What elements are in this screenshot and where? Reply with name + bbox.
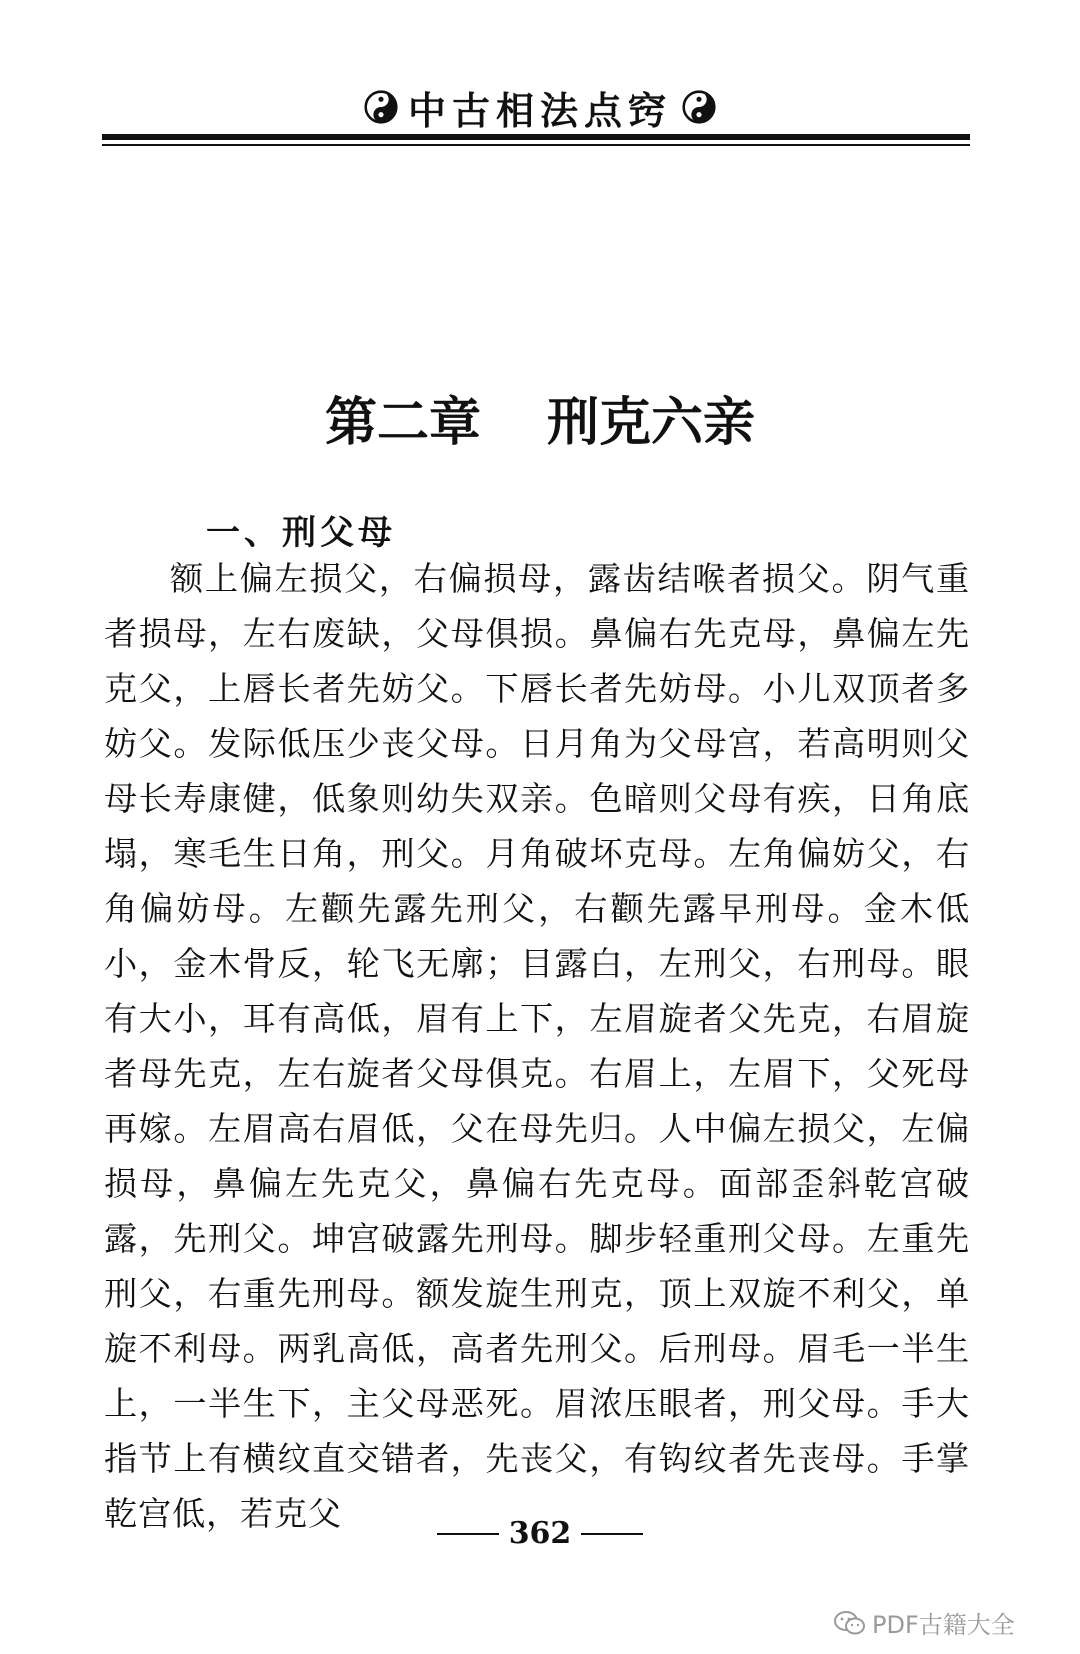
watermark: [834, 1605, 1015, 1640]
chapter-number: 第二章: [324, 392, 481, 453]
taiji-icon: [364, 90, 398, 124]
section-heading: 一、刑父母: [206, 513, 396, 553]
header-rule-thin: [102, 144, 970, 146]
footer-dash-right: [581, 1533, 643, 1535]
taiji-icon: [682, 90, 716, 124]
header-rule-thick: [102, 134, 970, 140]
page-number: 362: [508, 1516, 572, 1551]
chapter-title: [0, 380, 1080, 455]
footer-dash-left: [437, 1533, 499, 1535]
watermark-text: PDF古籍大全: [872, 1611, 1015, 1639]
chapter-name: 刑克六亲: [547, 392, 756, 453]
body-paragraph: 额上偏左损父，右偏损母，露齿结喉者损父。阴气重者损母，左右废缺，父母俱损。鼻偏右先克母，鼻偏左先克父，上唇长者先妨父。下唇长者先妨母。小儿双顶者多妨父。发际低压少丧父母。日月角为父母宫，若高明则父母长寿康健，低象则幼失双亲。色暗则父母有疾，日角底塌，寒毛生日角，刑父。月角破坏克母。左角偏妨父，右角偏妨母。左颧先露先刑父，右颧先露早刑母。金木低小，金木骨反，轮飞无廓；目露白，左刑父，右刑母。眼有大小，耳有高低，眉有上下，左眉旋者父先克，右眉旋者母先克，左右旋者父母俱克。右眉上，左眉下，父死母再嫁。左眉高右眉低，父在母先归。人中偏左损父，左偏损母，鼻偏左先克父，鼻偏右先克母。面部歪斜乾宫破露，先刑父。坤宫破露先刑母。脚步轻重刑父母。左重先刑父，右重先刑母。额发旋生刑克，顶上双旋不利父，单旋不利母。两乳高低，高者先刑父。后刑母。眉毛一半生上，一半生下，主父母恶死。眉浓压眼者，刑父母。手大指节上有横纹直交错者，先丧父，有钩纹者先丧母。手掌乾宫低，若克父: [104, 559, 970, 1533]
header-title: 中古相法点窍: [407, 87, 672, 133]
page-footer: [0, 1516, 1080, 1551]
wechat-icon: [834, 1610, 866, 1636]
running-header: [0, 82, 1080, 132]
